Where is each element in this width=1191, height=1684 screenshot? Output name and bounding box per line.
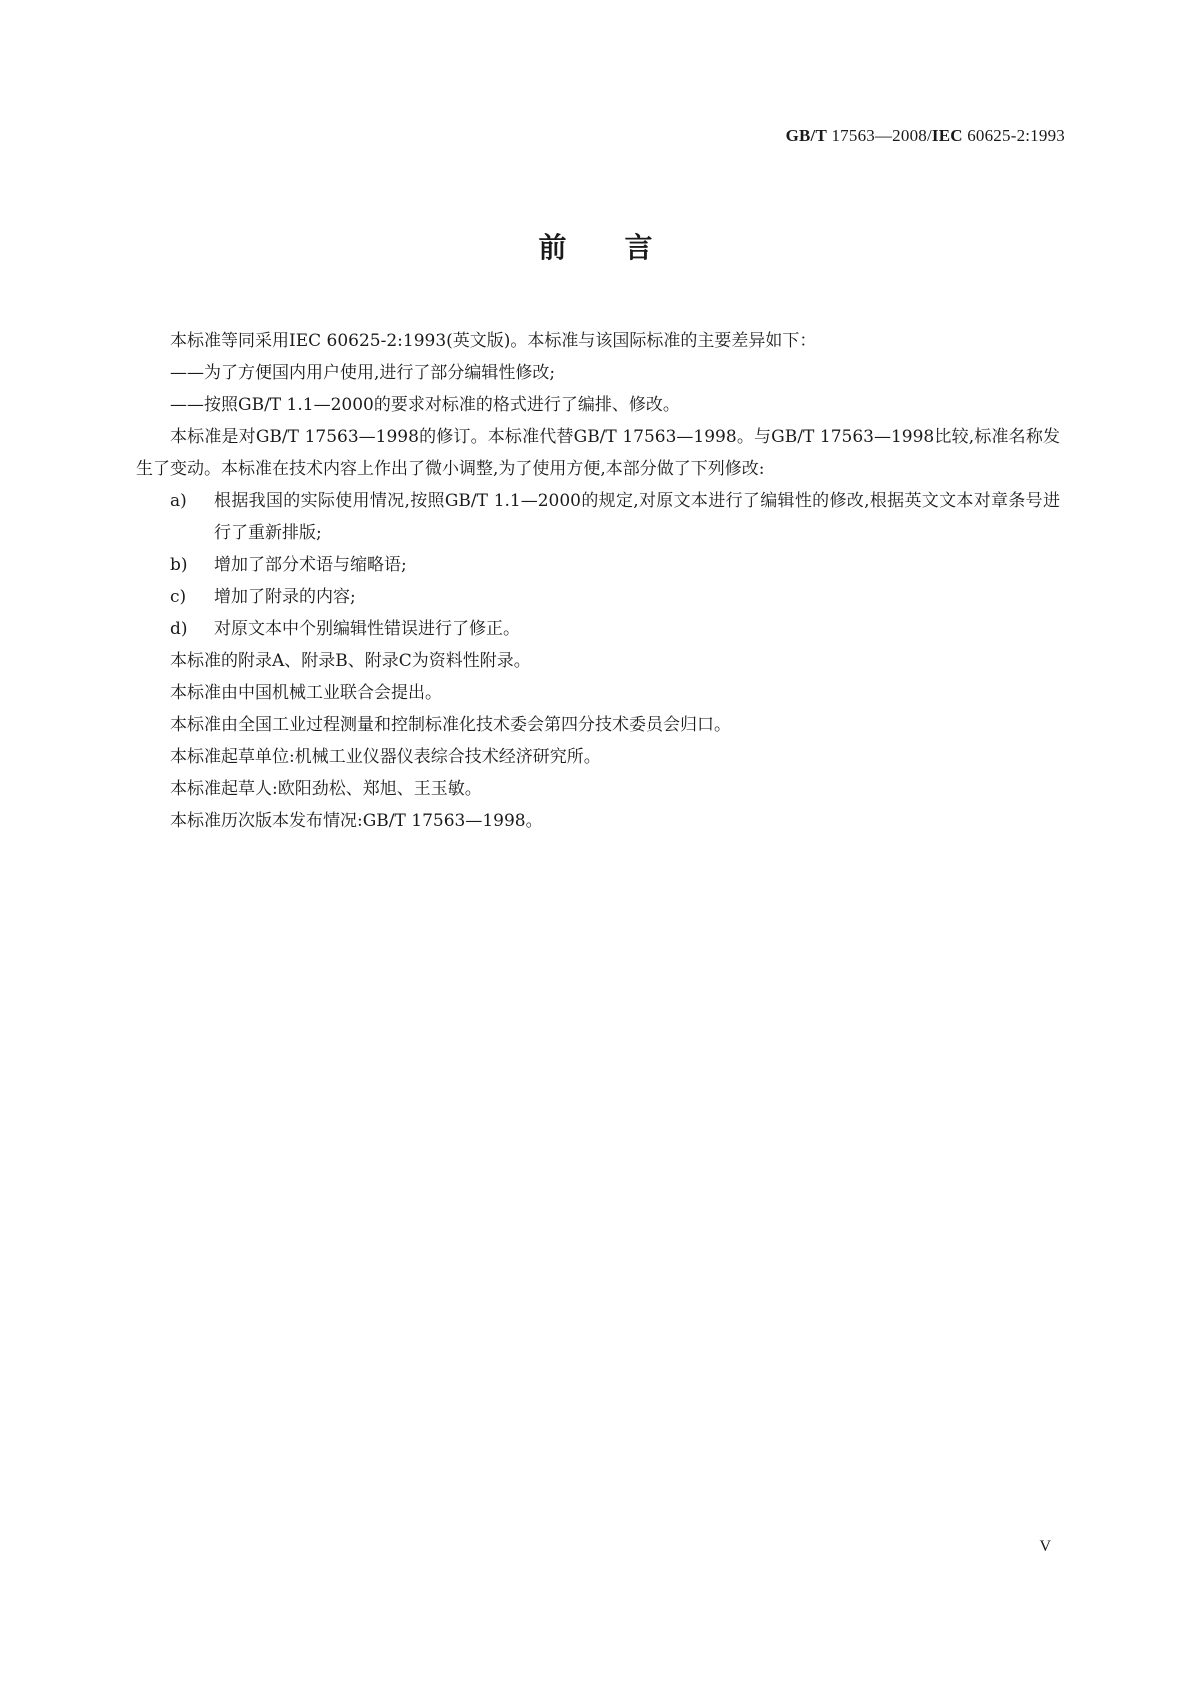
document-code-header — [786, 126, 1065, 146]
list-text: 增加了部分术语与缩略语; — [214, 555, 407, 575]
list-item — [170, 613, 1060, 645]
list-text: 对原文本中个别编辑性错误进行了修正。 — [214, 619, 520, 639]
iec-number: 60625-2:1993 — [967, 126, 1065, 145]
foreword-body — [136, 325, 1060, 837]
paragraph-revision: 本标准是对GB/T 17563—1998的修订。本标准代替GB/T 17563—1998。与GB/T 17563—1998比较,标准名称发生了变动。本标准在技术内容上作出了微小调整,为了使用方便,本部分做了下列修改: — [136, 427, 1060, 479]
list-text: 根据我国的实际使用情况,按照GB/T 1.1—2000的规定,对原文本进行了编辑性的修改,根据英文文本对章条号进行了重新排版; — [214, 491, 1060, 543]
paragraph-proposer: 本标准由中国机械工业联合会提出。 — [170, 683, 442, 703]
list-item — [170, 485, 1060, 549]
list-marker: c) — [170, 587, 187, 607]
code-number: 17563—2008/ — [831, 126, 932, 145]
list-marker: a) — [170, 491, 187, 511]
difference-item-2: ——按照GB/T 1.1—2000的要求对标准的格式进行了编排、修改。 — [170, 395, 680, 415]
list-text: 增加了附录的内容; — [214, 587, 356, 607]
paragraph-adoption: 本标准等同采用IEC 60625-2:1993(英文版)。本标准与该国际标准的主要差异如下： — [170, 331, 817, 351]
paragraph-drafting-unit: 本标准起草单位:机械工业仪器仪表综合技术经济研究所。 — [170, 747, 601, 767]
list-marker: d) — [170, 619, 188, 639]
paragraph-appendix: 本标准的附录A、附录B、附录C为资料性附录。 — [170, 651, 531, 671]
code-prefix: GB/T — [785, 126, 828, 145]
list-item — [170, 549, 1060, 581]
difference-item-1: ——为了方便国内用户使用,进行了部分编辑性修改; — [170, 363, 556, 383]
page-number: V — [1039, 1538, 1051, 1555]
list-marker: b) — [170, 555, 188, 575]
paragraph-committee: 本标准由全国工业过程测量和控制标准化技术委会第四分技术委员会归口。 — [170, 715, 731, 735]
paragraph-drafters: 本标准起草人:欧阳劲松、郑旭、王玉敏。 — [170, 779, 482, 799]
page-title: 前言 — [538, 231, 711, 264]
iec-prefix: IEC — [931, 126, 963, 145]
list-item — [170, 581, 1060, 613]
paragraph-history: 本标准历次版本发布情况:GB/T 17563—1998。 — [170, 811, 543, 831]
